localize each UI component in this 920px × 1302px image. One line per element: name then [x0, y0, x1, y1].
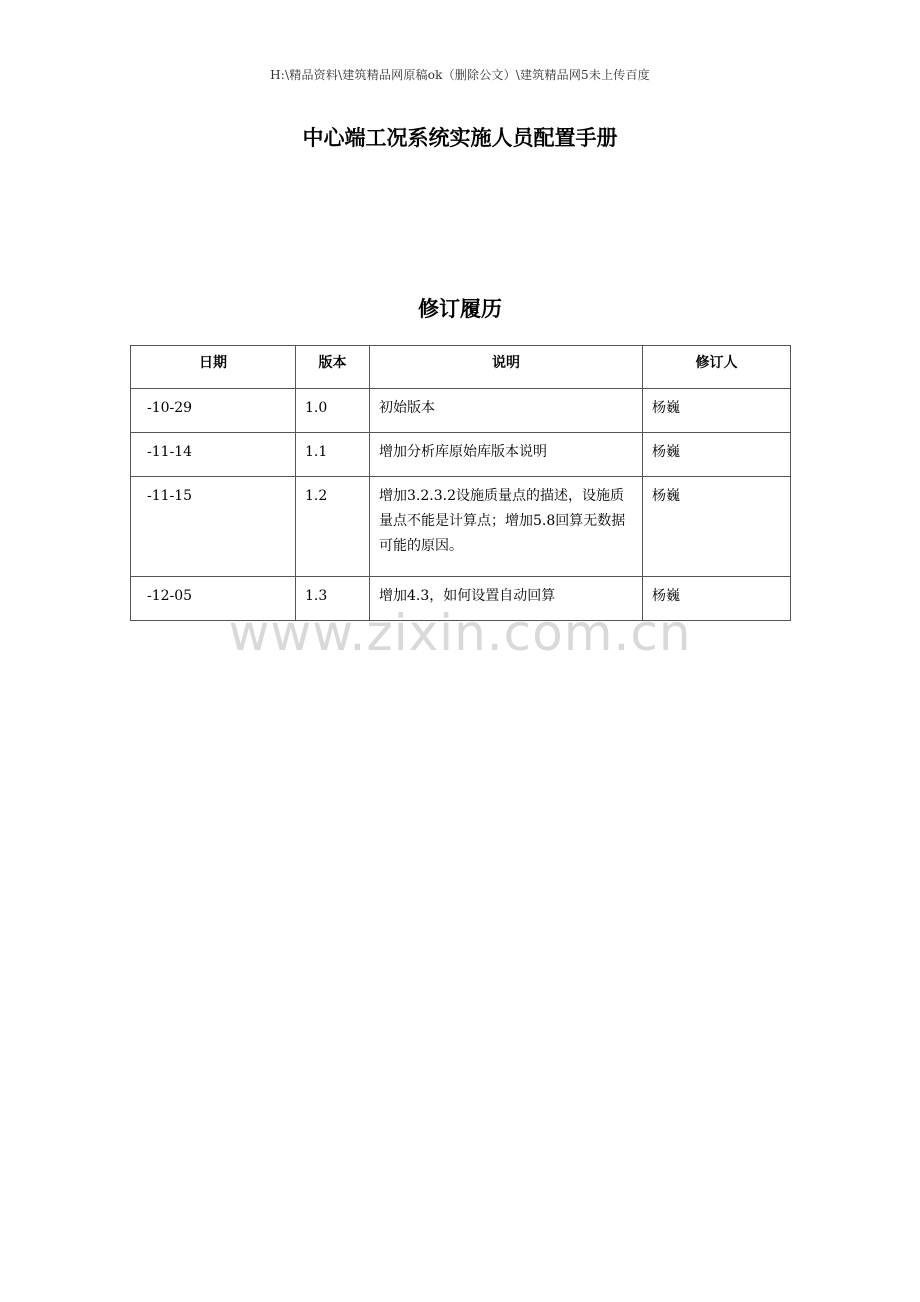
header-description: 说明 [370, 346, 643, 389]
cell-version: 1.2 [296, 477, 370, 577]
document-title: 中心端工况系统实施人员配置手册 [302, 126, 618, 150]
cell-date: -10-29 [131, 389, 296, 433]
table-header-row [131, 346, 791, 389]
cell-author: 杨巍 [643, 433, 791, 477]
cell-version: 1.3 [296, 577, 370, 621]
cell-description: 增加4.3，如何设置自动回算 [370, 577, 643, 621]
cell-description: 增加分析库原始库版本说明 [370, 433, 643, 477]
cell-author: 杨巍 [643, 389, 791, 433]
cell-author: 杨巍 [643, 477, 791, 577]
revision-history-title: 修订履历 [418, 297, 502, 321]
cell-description: 增加3.2.3.2设施质量点的描述，设施质量点不能是计算点；增加5.8回算无数据可能的原因。 [370, 477, 643, 577]
cell-version: 1.1 [296, 433, 370, 477]
header-author: 修订人 [643, 346, 791, 389]
cell-version: 1.0 [296, 389, 370, 433]
cell-description: 初始版本 [370, 389, 643, 433]
cell-date: -12-05 [131, 577, 296, 621]
watermark-text: www.zixin.com.cn [228, 604, 692, 662]
header-file-path: H:\精品资料\建筑精品网原稿ok（删除公文）\建筑精品网5未上传百度 [270, 68, 650, 82]
table-row [131, 477, 791, 577]
cell-author: 杨巍 [643, 577, 791, 621]
header-date: 日期 [131, 346, 296, 389]
header-version: 版本 [296, 346, 370, 389]
table-row [131, 433, 791, 477]
cell-date: -11-15 [131, 477, 296, 577]
cell-date: -11-14 [131, 433, 296, 477]
revision-history-table [130, 345, 791, 621]
table-row [131, 389, 791, 433]
